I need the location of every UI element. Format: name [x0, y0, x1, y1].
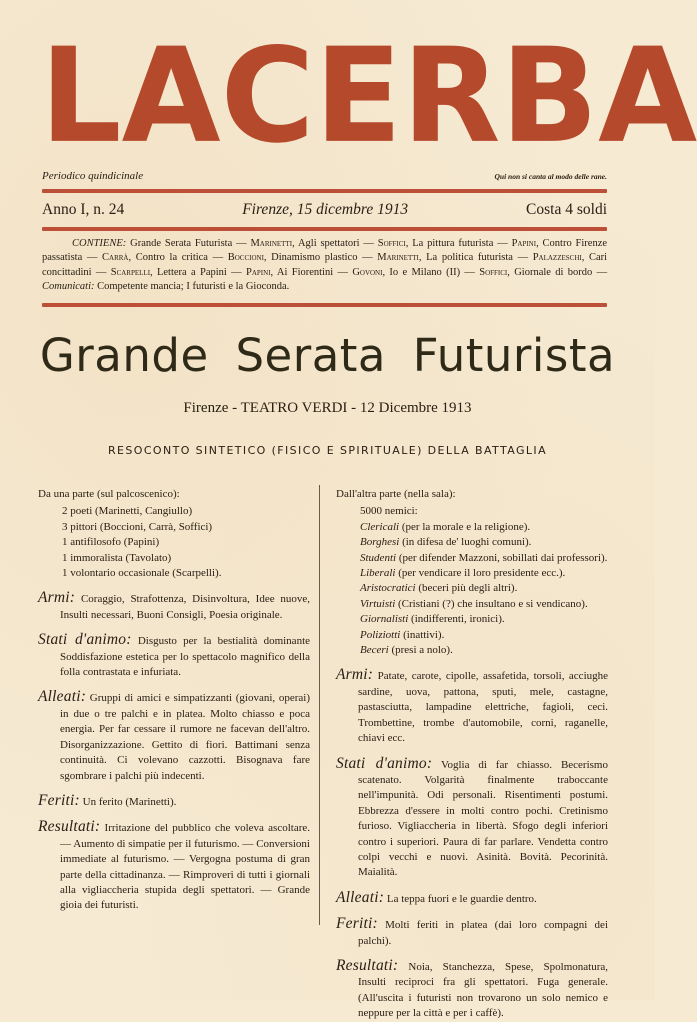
list-item — [360, 581, 608, 596]
masthead-title — [40, 20, 697, 173]
enemy-note: (in difesa de' luoghi comuni). — [402, 536, 532, 549]
masthead-letter: L — [40, 20, 122, 173]
contents-entry: Dinamismo plastico — [271, 252, 358, 264]
contents-entry: Io e Milano (II) — [389, 266, 461, 278]
issue-date: Firenze, 15 dicembre 1913 — [242, 201, 409, 218]
masthead-letter: E — [314, 20, 402, 173]
issue-volume: Anno I, n. 24 — [42, 201, 125, 218]
section-text: Un ferito (Marinetti). — [82, 795, 177, 808]
contents-entry: Cari concittadini — [42, 252, 608, 278]
enemy-category: Aristocratici — [360, 582, 416, 595]
list-item — [360, 535, 608, 550]
section-text: Patate, carote, cipolle, assafetida, torsoli, acciughe sardine, uova, pattona, sputi, mele, castagne, pastasciutta, lampadine elettriche, fagioli, ceci. Trombettine, trombe d'automobile, corni, raganelle, chiavi ecc. — [358, 670, 609, 745]
enemy-category: Liberali — [360, 567, 396, 580]
masthead-subline — [42, 170, 607, 182]
comunicati-label: Comunicati: — [42, 280, 95, 292]
list-item — [360, 566, 608, 581]
enemy-category: Poliziotti — [360, 628, 401, 641]
masthead-letter: C — [220, 20, 315, 173]
list-item — [360, 628, 608, 643]
list-item — [360, 612, 608, 627]
enemy-category: Clericali — [360, 520, 400, 533]
contents-entry: Ai Fiorentini — [276, 266, 334, 278]
section-text: La teppa fuori e le guardie dentro. — [386, 892, 537, 905]
section-heading: Resultati: — [336, 956, 399, 974]
enemy-note: (indifferenti, ironici). — [411, 613, 505, 626]
issue-price: Costa 4 soldi — [526, 201, 607, 218]
article-headline: Grande Serata Futurista — [39, 329, 616, 382]
list-item: 2 poeti (Marinetti, Cangiullo) — [62, 505, 193, 518]
enemy-note: (Cristiani (?) che insultano e si vendicano). — [398, 597, 588, 610]
article-venue: Firenze - TEATRO VERDI - 12 Dicembre 1913 — [183, 400, 472, 416]
periodicity: Periodico quindicinale — [42, 170, 144, 182]
red-rule-divider — [42, 303, 607, 307]
section-heading: Armi: — [336, 666, 374, 684]
section-feriti — [336, 916, 608, 949]
section-stati-d-animo — [38, 632, 310, 680]
contents-author: Palazzeschi — [532, 252, 582, 264]
section-heading: Alleati: — [336, 888, 385, 906]
masthead-letter: R — [402, 20, 501, 173]
contents-author: Govoni — [352, 266, 383, 278]
column-intro: Da una parte (sul palcoscenico): — [38, 488, 180, 500]
section-stati-d-animo — [336, 756, 608, 881]
contents-entry: La pittura futurista — [412, 238, 494, 249]
section-heading: Feriti: — [38, 791, 80, 809]
list-item: 3 pittori (Boccioni, Carrà, Soffici) — [62, 520, 213, 533]
list-item — [360, 551, 608, 566]
enemy-note: (presi a nolo). — [391, 644, 453, 657]
enemy-category: Studenti — [360, 551, 397, 564]
list-item — [360, 520, 608, 535]
contents-author: Boccioni — [227, 252, 264, 264]
contents-entry: Grande Serata Futurista — [130, 238, 233, 249]
enemy-category: Virtuisti — [360, 597, 396, 610]
list-item: 1 antifilosofo (Papini) — [62, 536, 160, 549]
section-armi — [38, 590, 310, 623]
contents-entry: Contro Firenze passatista — [42, 238, 608, 264]
section-feriti — [38, 793, 310, 810]
section-text: Disgusto per la bestialità dominante Soddisfazione estetica per lo spettacolo magnifico della folla contrastata e infuriata. — [60, 635, 311, 679]
table-of-contents: CONTIENE: Grande Serata Futurista — Marinetti, Agli spettatori — Soffici, La pittura futurista — Papini, Contro Firenze passatista — Carrà, Contro la critica — Boccioni, Dinamismo plastico — Marinetti, La politica futurista — Palazzeschi, Cari concittadini — Scarpelli, Lettera a Papini — Papini, Ai Fiorentini — Govoni, Io e Milano (II) — Soffici, Giornale di bordo — Comunicati: Competente mancia; I futuristi e la Gioconda. — [42, 238, 608, 292]
section-heading: Feriti: — [336, 915, 378, 933]
enemy-note: (per difender Mazzoni, sobillati dai professori). — [398, 551, 608, 564]
contents-label: CONTIENE: — [72, 238, 127, 249]
enemy-note: (beceri più degli altri). — [418, 582, 518, 595]
masthead-letter: B — [500, 20, 599, 173]
motto: Qui non si canta al modo delle rane. — [494, 172, 607, 181]
masthead-letter: A — [121, 20, 221, 173]
enemy-category: Borghesi — [360, 536, 400, 549]
section-heading: Stati d'animo: — [38, 631, 132, 649]
enemies-list — [336, 504, 608, 658]
contents-author: Scarpelli — [110, 266, 151, 278]
column-divider — [319, 485, 320, 925]
section-text: Irritazione del pubblico che voleva ascoltare. — Aumento di simpatie per il futurismo. — Conversioni immediate al futurismo. — Vergogna postuma di gran parte della cittadinanza. — Rimproveri di tutti i giornali alla vigliaccheria stupida degli spettatori. — Grande gioia dei futuristi. — [60, 822, 310, 912]
contents-author: Soffici — [479, 266, 508, 278]
section-alleati — [336, 890, 608, 907]
section-text: Gruppi di amici e simpatizzanti (giovani, operai) in due o tre palchi e in platea. Molto chiasso e poca energia. Per far cessare il rumore ne facevan dell'altro. Disorganizzazione. Gettito di fiori. Battimani senza continuità. Ci volevano cazzotti. Bisognava fare sgombrare i palchi più indecenti. — [60, 692, 310, 782]
red-rule-divider — [42, 227, 607, 231]
contents-entry: Giornale di bordo — [514, 266, 593, 278]
stage-members-list — [38, 504, 310, 581]
section-heading: Resultati: — [38, 818, 101, 836]
contents-entry: La politica futurista — [426, 252, 513, 264]
enemy-note: (inattivi). — [403, 628, 445, 641]
article-summary: RESOCONTO SINTETICO (FISICO E SPIRITUALE) DELLA BATTAGLIA — [108, 444, 547, 457]
section-text: Molti feriti in platea (dai loro compagni dei palchi). — [358, 919, 609, 947]
contents-author: Marinetti — [377, 252, 419, 264]
section-text: Noia, Stanchezza, Spese, Spolmonatura, Insulti reciproci fra gli spettatori. Fuga generale. (All'uscita i futuristi non trovarono un solo nemico e neppure per la città e per i caffè). — [358, 960, 608, 1020]
enemy-note: (per vendicare il loro presidente ecc.). — [398, 567, 566, 580]
contents-author: Papini — [511, 238, 537, 249]
contents-entry: Agli spettatori — [297, 238, 360, 249]
issue-info — [42, 201, 607, 219]
section-heading: Stati d'animo: — [336, 754, 433, 772]
contents-entry: Contro la critica — [135, 252, 208, 264]
contents-entry: Lettera a Papini — [156, 266, 227, 278]
section-text: Coraggio, Strafottenza, Disinvoltura, Idee nuove, Insulti necessari, Buoni Consigli, Poesia originale. — [60, 593, 311, 621]
enemy-note: (per la morale e la religione). — [401, 520, 531, 533]
contents-author: Soffici — [377, 238, 406, 249]
left-column-stage — [38, 487, 310, 914]
masthead-letter: A — [598, 20, 697, 173]
column-intro: Dall'altra parte (nella sala): — [336, 488, 456, 500]
contents-author: Carrà — [102, 252, 129, 264]
enemies-count: 5000 nemici: — [360, 505, 418, 518]
contents-author: Marinetti — [250, 238, 293, 249]
section-text: Voglia di far chiasso. Becerismo scatenato. Volgarità finalmente traboccante nell'impunità. Odi personali. Risentimenti postumi. Ebbrezza d'essere in molti contro pochi. Cretinismo furioso. Vigliaccheria in libertà. Sfogo degli inferiori contro i superiori. Paura di far parlare. Vendetta contro colpi vecchi e nuovi. Asinità. Bovità. Pecorinità. Maialità. — [358, 758, 608, 879]
list-item — [360, 597, 608, 612]
list-item — [360, 643, 608, 658]
list-item: 1 immoralista (Tavolato) — [62, 551, 172, 564]
section-resultati — [336, 958, 608, 1022]
comunicati-text: Competente mancia; I futuristi e la Gioconda. — [97, 280, 290, 292]
section-heading: Armi: — [38, 589, 76, 607]
section-heading: Alleati: — [38, 688, 87, 706]
section-resultati — [38, 819, 310, 913]
section-armi — [336, 667, 608, 746]
list-item: 1 volontario occasionale (Scarpelli). — [62, 567, 222, 580]
red-rule-divider — [42, 189, 607, 193]
contents-author: Papini — [246, 266, 271, 278]
enemy-category: Giornalisti — [360, 613, 409, 626]
section-alleati — [38, 689, 310, 783]
enemy-category: Beceri — [360, 644, 389, 657]
right-column-audience — [336, 487, 608, 1022]
